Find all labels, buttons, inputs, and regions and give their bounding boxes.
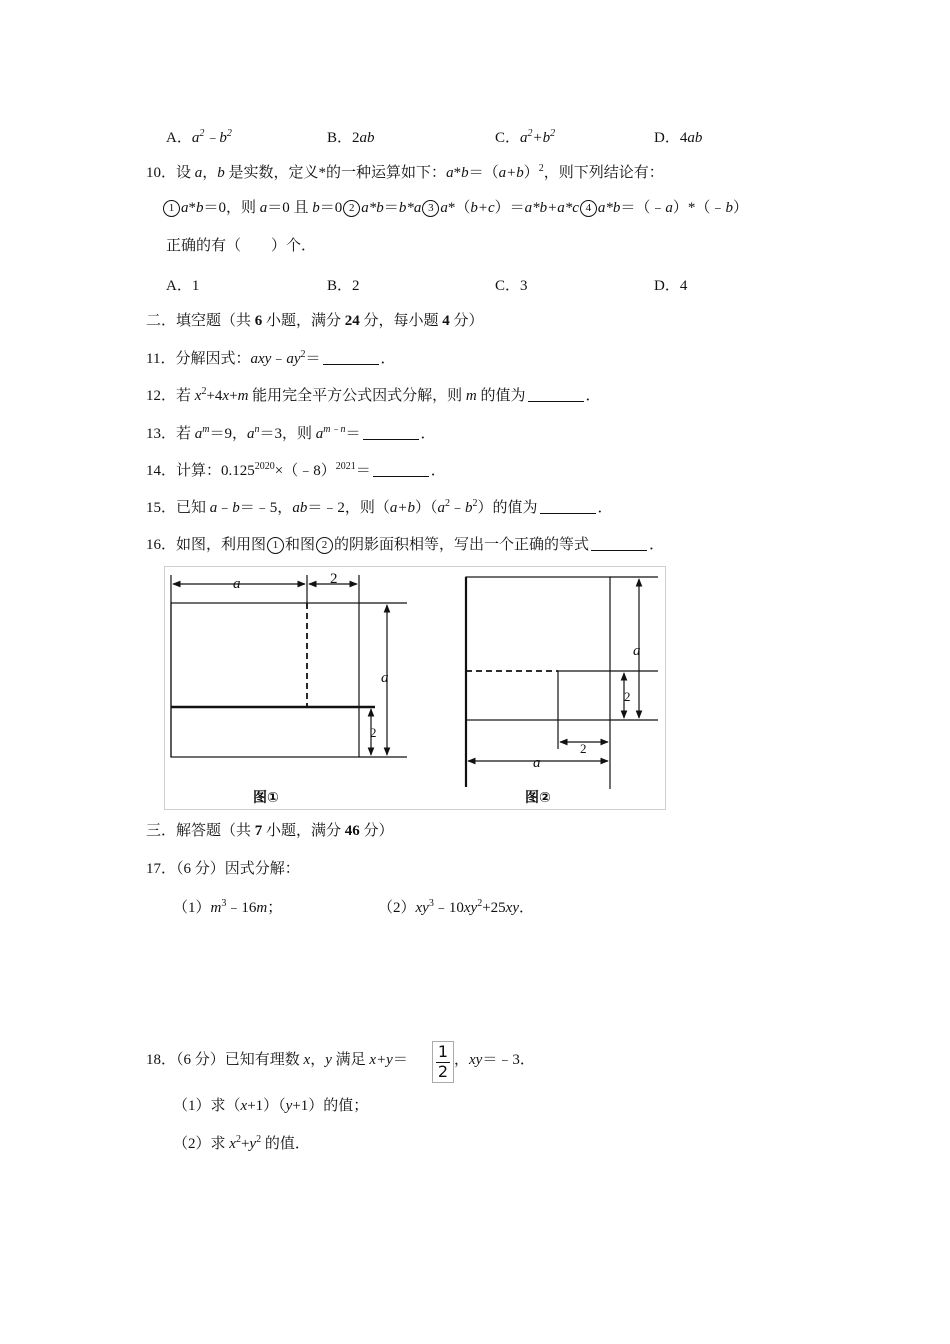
fig1-a-right-label: a — [381, 670, 389, 686]
q9-option-d: D．4ab — [654, 130, 703, 146]
fraction-numerator: 1 — [437, 1042, 449, 1061]
fig1-square — [171, 603, 359, 757]
q16-figure-svg — [165, 567, 665, 809]
q17-part-2: $(2)xy^3﹣10xy^2+25xy$． — [378, 898, 534, 916]
circled-2-icon: 2 — [343, 200, 360, 217]
fig2-caption: 图② — [525, 790, 551, 806]
answer-blank[interactable] — [373, 462, 429, 477]
section-2-heading: 二．填空题（共 6 小题，满分 24 分，每小题 4 分） — [146, 313, 484, 329]
fig2-2-right-label: 2 — [624, 689, 631, 704]
q18: 18．（6 分）已知有理数 x，y 满足 x+y＝ — [146, 1052, 408, 1068]
fig1-2-label: 2 — [330, 571, 338, 587]
q17: 17．（6 分）因式分解： — [146, 861, 300, 877]
q10-option-b: B．2 — [327, 278, 360, 294]
q10-stem: 10．设 a，b 是实数，定义*的一种运算如下：$a*b=(a+b)^2$，则下列结论有： — [146, 163, 664, 181]
q12: 12．若 $x^2+4x+m$ 能用完全平方公式因式分解，则 m 的值为 ． — [146, 386, 601, 404]
circled-2-icon: 2 — [316, 537, 333, 554]
fig2-2-bottom-label: 2 — [580, 741, 587, 756]
q9-option-b: B．2ab — [327, 130, 375, 146]
q10-statements: 1 a*b＝0，则 a＝0 且 b＝0 2 a*b＝b*a 3 a*（b+c）＝a*b+a*c 4 a*b＝（﹣a）*（﹣b） — [162, 198, 748, 218]
circled-3-icon: 3 — [422, 200, 439, 217]
circled-1-icon: 1 — [267, 537, 284, 554]
q14: 14．计算：$0.125^{2020}\times(﹣8)^{2021}=$ ． — [146, 461, 446, 479]
answer-blank[interactable] — [528, 387, 584, 402]
fig2-a-right-label: a — [633, 643, 641, 659]
q9-option-d-math: 4ab — [679, 130, 703, 146]
q16: 16．如图，利用图 1 和图 2 的阴影面积相等，写出一个正确的等式 ． — [146, 537, 665, 553]
q10-option-c: C．3 — [495, 278, 528, 294]
fig2-square — [466, 577, 610, 720]
fig1-caption: 图① — [253, 790, 279, 806]
answer-blank[interactable] — [540, 499, 596, 514]
q9-option-c: C．$a^2+b^2$ — [495, 128, 556, 146]
answer-blank[interactable] — [363, 425, 419, 440]
q9-option-b-math: 2ab — [352, 130, 375, 146]
q10-question: 正确的有（ ）个． — [166, 238, 317, 254]
q17-part-1: $(1)m^3﹣16m$； — [173, 898, 283, 916]
fraction-denominator: 2 — [437, 1062, 449, 1081]
q13: 13．若 $a^m=9$，$a^n=3$，则 $a^{m﹣n}=$ ． — [146, 424, 436, 442]
fig2-a-bottom-label: a — [533, 755, 541, 771]
q11: 11．分解因式：$axy﹣ay^2=$ ． — [146, 349, 396, 367]
q9-option-c-math: $a^2+b^2$ — [520, 128, 556, 146]
fig1-2-right-label: 2 — [370, 725, 377, 740]
q10-option-d: D．4 — [654, 278, 688, 294]
circled-1-icon: 1 — [163, 200, 180, 217]
q16-figure — [164, 566, 666, 810]
q18-tail: ，xy＝﹣3． — [454, 1052, 535, 1068]
q18-fraction — [432, 1041, 454, 1083]
q18-part-1: （1）求（x+1）（y+1）的值； — [173, 1098, 369, 1114]
fig1-a-label: a — [233, 576, 241, 592]
q9-option-a: A．$a^2﹣b^2$ — [166, 128, 232, 146]
answer-blank[interactable] — [323, 350, 379, 365]
section-3-heading: 三．解答题（共 7 小题，满分 46 分） — [146, 823, 394, 839]
q18-part-2: （2）求 $x^2+y^2$ 的值． — [173, 1134, 310, 1152]
q10-option-a: A．1 — [166, 278, 200, 294]
q15: 15．已知 a﹣b＝﹣5，ab＝﹣2，则$(a+b)(a^2﹣b^2)$的值为 ． — [146, 498, 613, 516]
answer-blank[interactable] — [591, 536, 647, 551]
circled-4-icon: 4 — [580, 200, 597, 217]
q9-option-a-math: $a^2﹣b^2$ — [191, 128, 232, 146]
